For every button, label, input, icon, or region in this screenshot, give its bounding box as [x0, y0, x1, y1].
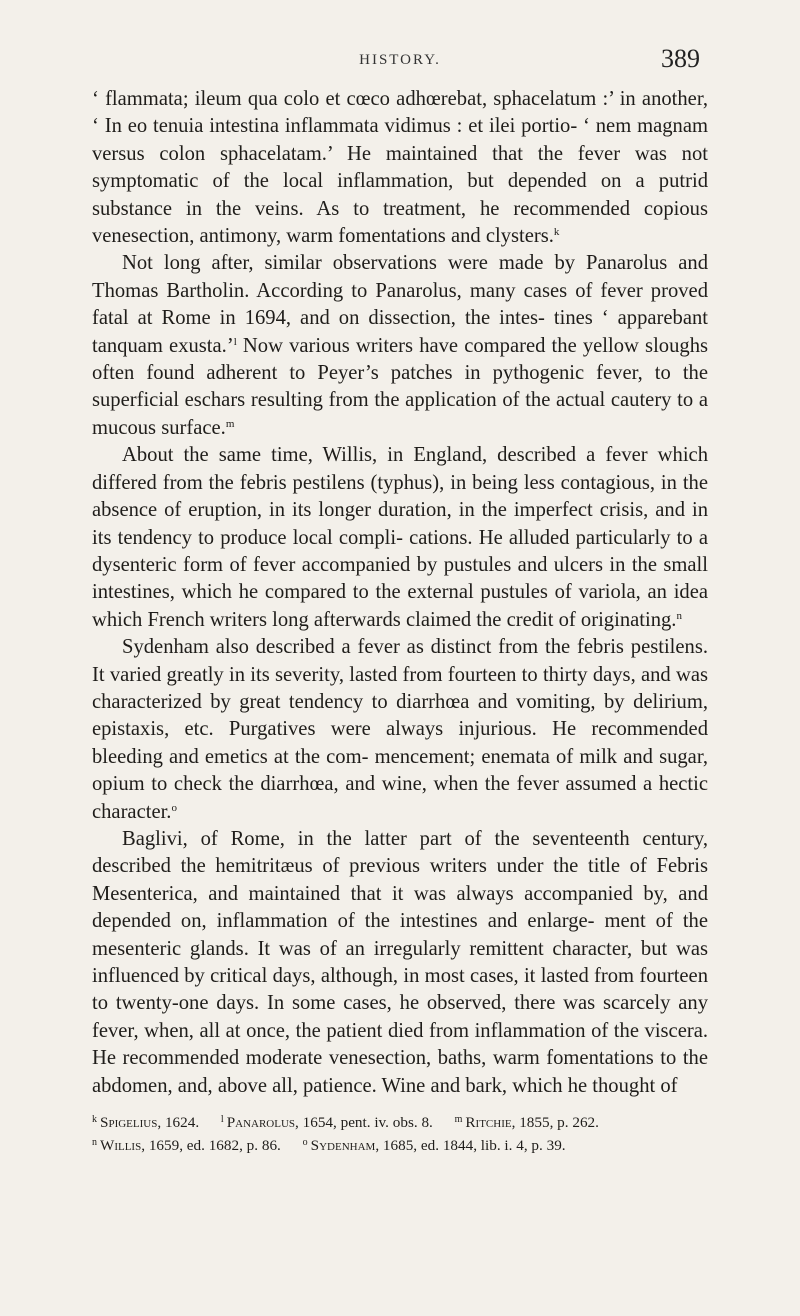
footnote-ref-text: 1624. [161, 1114, 200, 1131]
footnote-ref: n [676, 609, 682, 622]
footnote-item [221, 1114, 433, 1131]
footnote-ref-text: 1855, p. 262. [515, 1114, 599, 1131]
paragraph-text: About the same time, Willis, in England, described a fever which differed from the febris pestilens (typhus), in being less contagious, in the absence of eruption, in its longer duration, in the imperfect crisis, and in its tendency to produce local compli- cations. He alluded particularly to a dysenteric form of fever accompanied by pustules and ulcers in the small intestines, which he compared to the external pustules of variola, an idea which French writers long afterwards claimed the credit of originating. [92, 444, 708, 631]
paragraph-2 [92, 250, 708, 442]
footnote-ref: m [225, 417, 235, 430]
footnote-mark: l [220, 1114, 224, 1125]
footnote-mark: o [302, 1137, 308, 1148]
footnote-ref: k [553, 226, 560, 239]
paragraph-text: Now various writers have compared the yellow sloughs often found adherent to Peyer’s patches in pythogenic fever, to the superficial eschars resulting from the application of the actual cautery to a mucous surface. [92, 334, 708, 439]
footnote-author: Spigelius, [100, 1114, 162, 1131]
footnote-author: Sydenham, [310, 1137, 380, 1154]
footnote-line [92, 1110, 708, 1133]
footnote-item [92, 1137, 281, 1154]
paragraph-text: Not long after, similar observations were made by Panarolus and Thomas Bartholin. According to Panarolus, many cases of fever proved fatal at Rome in 1694, and on dissection, the intes- tines ‘ apparebant tanquam exusta.’ [92, 252, 708, 357]
running-title: HISTORY. [359, 52, 441, 68]
footnote-ref-text: 1654, pent. iv. obs. 8. [298, 1114, 433, 1131]
paragraph-5 [92, 826, 708, 1100]
body-text [92, 86, 708, 1100]
footnote-line [92, 1133, 708, 1156]
footnote-item [92, 1114, 199, 1131]
footnote-author: Ritchie, [465, 1114, 516, 1131]
footnote-mark: m [454, 1114, 463, 1125]
paragraph-text: Baglivi, of Rome, in the latter part of the seventeenth century, described the hemitritæus of previous writers under the title of Febris Mesenterica, and maintained that it was always accompanied by, and depended on, inflammation of the intestines and enlarge- ment of the mesenteric glands. It was of an irregularly remittent character, but was influenced by critical days, although, in most cases, it lasted from fourteen to twenty-one days. In some cases, he observed, there was scarcely any fever, when, all at once, the patient died from inflammation of the viscera. He recommended moderate venesection, baths, warm fomentations to the abdomen, and, above all, patience. Wine and bark, which he thought of [92, 827, 708, 1097]
footnote-mark: k [92, 1114, 97, 1125]
footnote-ref-text: 1685, ed. 1844, lib. i. 4, p. 39. [379, 1137, 566, 1154]
page-number: 389 [661, 44, 700, 73]
paragraph-1 [92, 86, 708, 250]
footnotes [92, 1110, 708, 1156]
footnote-ref: l [233, 335, 237, 348]
paragraph-3 [92, 442, 708, 634]
footnote-author: Panarolus, [226, 1114, 299, 1131]
footnote-ref: o [171, 801, 177, 814]
footnote-author: Willis, [100, 1137, 146, 1154]
footnote-ref-text: 1659, ed. 1682, p. 86. [145, 1137, 281, 1154]
footnote-mark: n [92, 1137, 97, 1148]
paragraph-text: Sydenham also described a fever as distinct from the febris pestilens. It varied greatly in its severity, lasted from fourteen to thirty days, and was characterized by great tendency to diarrhœa and vomiting, by delirium, epistaxis, etc. Purgatives were always injurious. He recommended bleeding and emetics at the com- mencement; enemata of milk and sugar, opium to check the diarrhœa, and wine, when the fever assumed a hectic character. [92, 636, 708, 823]
paragraph-4 [92, 634, 708, 826]
footnote-item [455, 1114, 599, 1131]
footnote-item [303, 1137, 566, 1154]
paragraph-text: ‘ flammata; ileum qua colo et cœco adhœrebat, sphacelatum :’ in another, ‘ In eo tenuia intestina inflammata vidimus : et ilei portio- ‘ nem magnam versus colon sphacelatam.’ He maintained that the fever was not symptomatic of the local inflammation, but depended on a putrid substance in the veins. As to treatment, he recommended copious venesection, antimony, warm fomentations and clysters. [92, 88, 708, 248]
